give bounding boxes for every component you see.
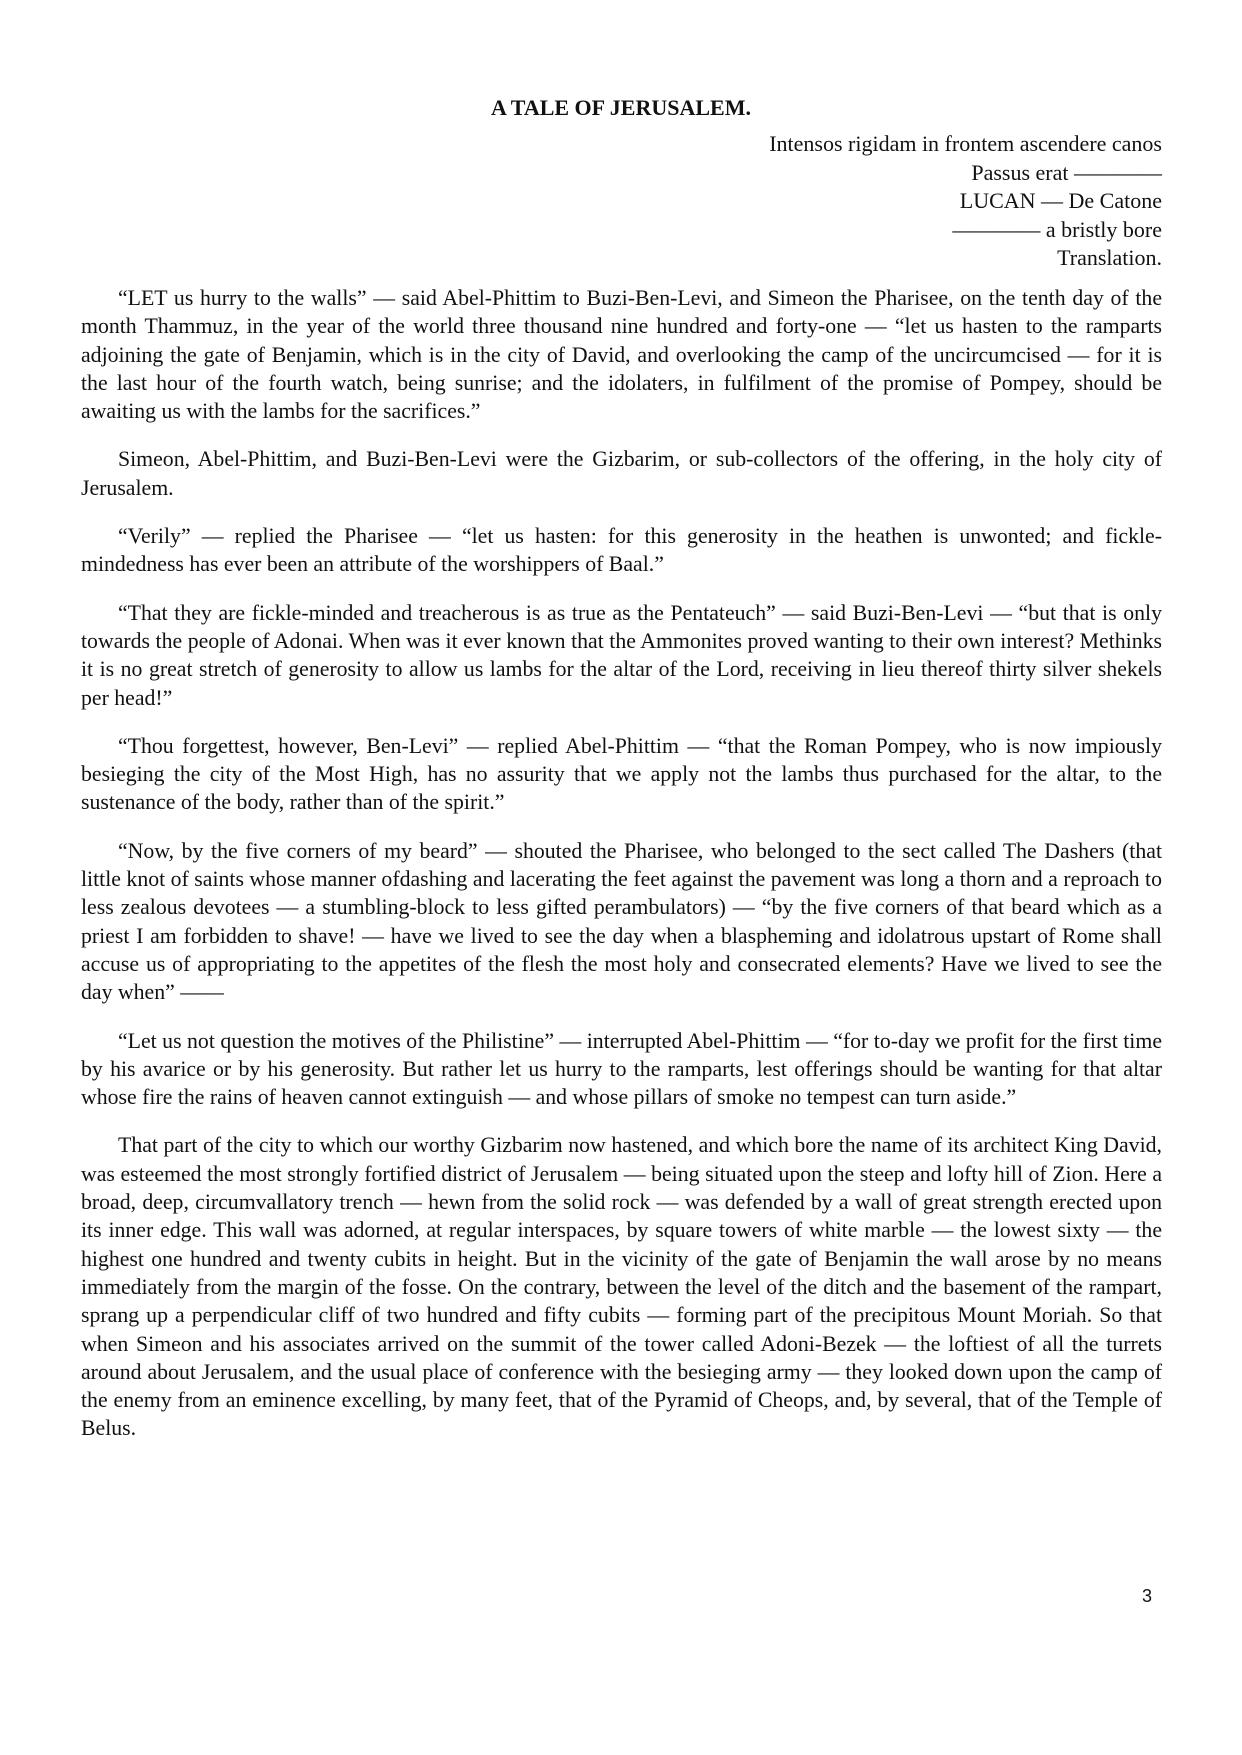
paragraph: “Now, by the five corners of my beard” — shouted the Pharisee, who belonged to the sect called The Dashers (that little knot of saints whose manner ofdashing and lacerating the feet against the pavement was long a thorn and a reproach to less zealous devotees — a stumbling-block to less gifted perambulators) — “by the five corners of that beard which as a priest I am forbidden to shave! — have we lived to see the day when a blaspheming and idolatrous upstart of Rome shall accuse us of appropriating to the appetites of the flesh the most holy and consecrated elements? Have we lived to see the day when” —— — [81, 838, 1162, 1005]
epigraph-line: Intensos rigidam in frontem ascendere canos — [769, 131, 1162, 156]
page-number: 3 — [1141, 1586, 1152, 1606]
document-title: A TALE OF JERUSALEM. — [491, 95, 751, 120]
paragraph: “Thou forgettest, however, Ben-Levi” — replied Abel-Phittim — “that the Roman Pompey, who is now impiously besieging the city of the Most High, has no assurity that we apply not the lambs thus purchased for the altar, to the sustenance of the body, rather than of the spirit.” — [81, 733, 1162, 815]
epigraph-line: Passus erat ———— — [971, 159, 1162, 185]
body-text — [81, 284, 1162, 1463]
paragraph: “That they are fickle-minded and treacherous is as true as the Pentateuch” — said Buzi-Ben-Levi — “but that is only towards the people of Adonai. When was it ever known that the Ammonites proved wanting to their own interest? Methinks it is no great stretch of generosity to allow us lambs for the altar of the Lord, receiving in lieu thereof thirty silver shekels per head!” — [81, 600, 1162, 710]
paragraph: “Let us not question the motives of the Philistine” — interrupted Abel-Phittim — “for to-day we profit for the first time by his avarice or by his generosity. But rather let us hurry to the ramparts, lest offerings should be wanting for that altar whose fire the rains of heaven cannot extinguish — and whose pillars of smoke no tempest can turn aside.” — [81, 1028, 1162, 1110]
epigraph — [462, 130, 1162, 273]
paragraph: That part of the city to which our worthy Gizbarim now hastened, and which bore the name of its architect King David, was esteemed the most strongly fortified district of Jerusalem — being situated upon the steep and lofty hill of Zion. Here a broad, deep, circumvallatory trench — hewn from the solid rock — was defended by a wall of great strength erected upon its inner edge. This wall was adorned, at regular interspaces, by square towers of white marble — the lowest sixty — the highest one hundred and twenty cubits in height. But in the vicinity of the gate of Benjamin the wall arose by no means immediately from the margin of the fosse. On the contrary, between the level of the ditch and the basement of the rampart, sprang up a perpendicular cliff of two hundred and fifty cubits — forming part of the precipitous Mount Moriah. So that when Simeon and his associates arrived on the summit of the tower called Adoni-Bezek — the loftiest of all the turrets around about Jerusalem, and the usual place of conference with the besieging army — they looked down upon the camp of the enemy from an eminence excelling, by many feet, that of the Pyramid of Cheops, and, by several, that of the Temple of Belus. — [81, 1133, 1162, 1441]
paragraph: “Verily” — replied the Pharisee — “let us hasten: for this generosity in the heathen is unwonted; and fickle-mindedness has ever been an attribute of the worshippers of Baal.” — [81, 524, 1162, 577]
epigraph-line: ———— a bristly bore — [952, 216, 1162, 242]
paragraph: “LET us hurry to the walls” — said Abel-Phittim to Buzi-Ben-Levi, and Simeon the Pharisee, on the tenth day of the month Thammuz, in the year of the world three thousand nine hundred and forty-one — “let us hasten to the ramparts adjoining the gate of Benjamin, which is in the city of David, and overlooking the camp of the uncircumcised — for it is the last hour of the fourth watch, being sunrise; and the idolaters, in fulfilment of the promise of Pompey, should be awaiting us with the lambs for the sacrifices.” — [81, 286, 1162, 424]
epigraph-line: LUCAN — De Catone — [959, 188, 1162, 213]
paragraph: Simeon, Abel-Phittim, and Buzi-Ben-Levi were the Gizbarim, or sub-collectors of the offering, in the holy city of Jerusalem. — [81, 447, 1162, 500]
epigraph-line: Translation. — [1057, 245, 1162, 270]
